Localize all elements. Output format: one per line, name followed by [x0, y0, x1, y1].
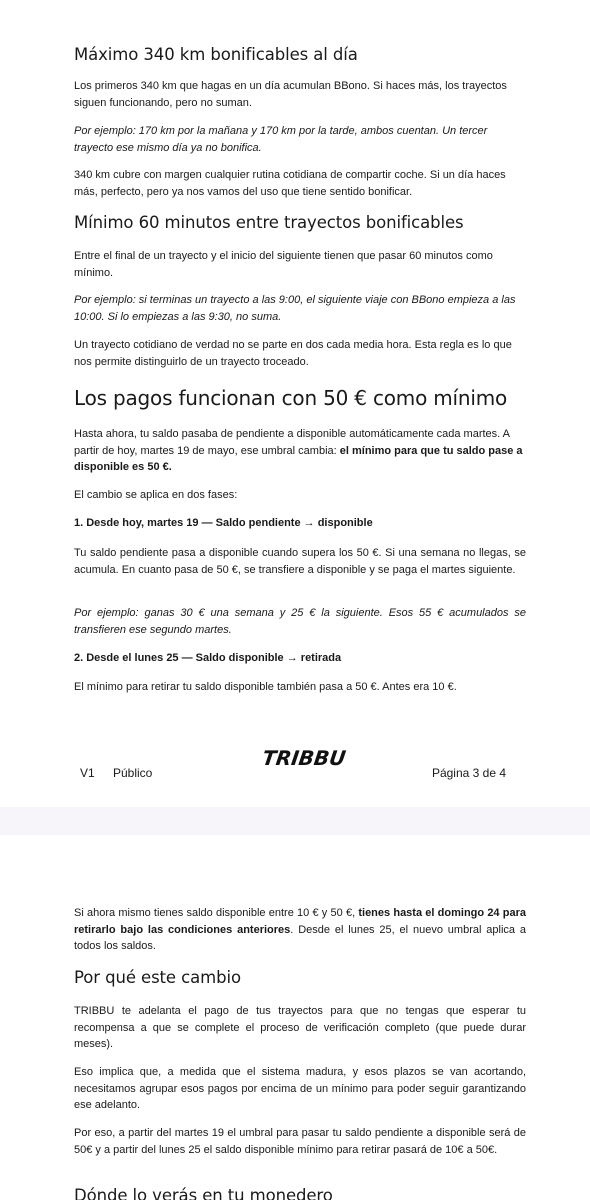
phase-1-heading: 1. Desde hoy, martes 19 — Saldo pendiente → disponible	[74, 517, 373, 529]
paragraph: Tu saldo pendiente pasa a disponible cuando supera los 50 €. Si una semana no llegas, se acumula. En cuanto pasa de 50 €, se transfiere a disponible y se paga el martes siguiente.	[74, 547, 526, 576]
paragraph: El cambio se aplica en dos fases:	[74, 489, 238, 501]
paragraph: Por eso, a partir del martes 19 el umbral para pasar tu saldo pendiente a disponible será de 50€ y a partir del lunes 25 el saldo disponible mínimo para retirar pasará de 10€ a 50€.	[74, 1127, 526, 1156]
text: Si ahora mismo tienes saldo disponible entre 10 € y 50 €,	[74, 907, 359, 919]
example-paragraph: Por ejemplo: ganas 30 € una semana y 25 € la siguiente. Esos 55 € acumulados se transfieren ese segundo martes.	[74, 607, 526, 636]
paragraph	[74, 426, 526, 476]
paragraph: El mínimo para retirar tu saldo disponible también pasa a 50 €. Antes era 10 €.	[74, 681, 457, 693]
paragraph: Entre el final de un trayecto y el inicio del siguiente tienen que pasar 60 minutos como mínimo.	[74, 250, 493, 279]
example-paragraph: Por ejemplo: 170 km por la mañana y 170 km por la tarde, ambos cuentan. Un tercer trayecto ese mismo día ya no bonifica.	[74, 125, 488, 154]
document-page-4	[0, 835, 590, 1200]
text: Hasta ahora, tu saldo pasaba de pendiente a disponible automáticamente cada martes. A partir de hoy, martes 19 de mayo, ese umbral cambia:	[74, 428, 510, 457]
paragraph: 340 km cubre con margen cualquier rutina cotidiana de compartir coche. Si un día haces más, perfecto, pero ya nos vamos del uso que tiene sentido bonificar.	[74, 169, 506, 198]
footer-page-number: Página 3 de 4	[431, 766, 506, 780]
tribbu-logo	[262, 744, 350, 770]
section-title-min-minutes: Mínimo 60 minutos entre trayectos bonificables	[74, 213, 464, 232]
text: . Desde el lunes 25, el nuevo umbral aplica a todos los saldos.	[74, 923, 526, 952]
bold-text: tienes hasta el domingo 24 para retirarlo bajo las condiciones anteriores	[74, 907, 526, 936]
paragraph: Los primeros 340 km que hagas en un día acumulan BBono. Si haces más, los trayectos siguen funcionando, pero no suman.	[74, 80, 507, 109]
paragraph: Un trayecto cotidiano de verdad no se parte en dos cada media hora. Esta regla es lo que nos permite distinguirlo de un trayecto troceado.	[74, 339, 512, 368]
example-paragraph: Por ejemplo: si terminas un trayecto a las 9:00, el siguiente viaje con BBono empieza a las 10:00. Si lo empiezas a las 9:30, no suma.	[74, 294, 516, 323]
logo-wordmark: TRIBBU	[262, 746, 348, 770]
section-title-max-km: Máximo 340 km bonificables al día	[74, 45, 358, 64]
paragraph: TRIBBU te adelanta el pago de tus trayectos para que no tengas que esperar tu recompensa a que se complete el proceso de verificación completo (que puede durar meses).	[74, 1005, 526, 1050]
footer-version: V1	[80, 766, 95, 780]
section-title-wallet: Dónde lo verás en tu monedero	[74, 1186, 333, 1200]
footer-classification: Público	[113, 766, 153, 780]
section-title-why: Por qué este cambio	[74, 968, 241, 987]
bold-text: el mínimo para que tu saldo pase a disponible es 50 €.	[74, 444, 523, 473]
paragraph: Eso implica que, a medida que el sistema madura, y esos plazos se van acortando, necesitamos agrupar esos pagos por encima de un mínimo para poder seguir garantizando ese adelanto.	[74, 1066, 526, 1111]
paragraph	[74, 905, 526, 955]
section-title-payments: Los pagos funcionan con 50 € como mínimo	[74, 386, 508, 410]
phase-2-heading: 2. Desde el lunes 25 — Saldo disponible → retirada	[74, 652, 342, 664]
